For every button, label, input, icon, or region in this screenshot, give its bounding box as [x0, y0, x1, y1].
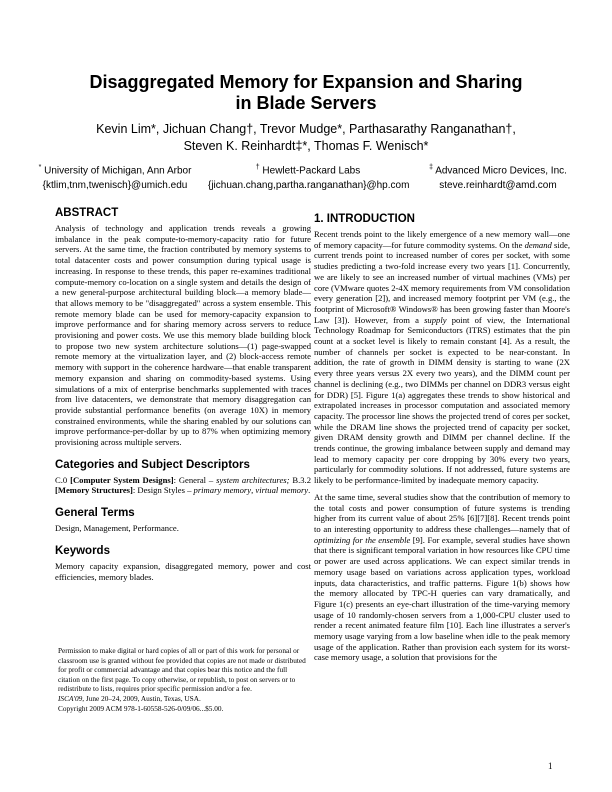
- permission-block: [58, 646, 308, 713]
- category-subject: system architectures;: [216, 474, 290, 485]
- category-code: C.0: [55, 474, 68, 485]
- category-term: [Computer System Designs]: [70, 474, 174, 485]
- paper-title: [40, 72, 572, 114]
- category-end: .: [308, 485, 311, 496]
- affiliation-email: {jichuan.chang,partha.ranganathan}@hp.com: [208, 180, 410, 192]
- abstract-text: Analysis of technology and application trends reveals a growing imbalance in the peak compute-to-memory-capacity ratio for future servers. At the same time, the fraction contributed by memory systems to total datacenter costs and power consumption during typical usage is increasing. In response to these trends, this paper re-examines traditional compute-memory co-location on a single system and details the design of a new general-purpose architectural building block—a memory blade—that allows memory to be "disaggregated" across a system ensemble. This remote memory blade can be used for memory-capacity expansion to improve performance and for sharing memory across servers to reduce provisioning and power costs. We use this memory blade building block to propose two new system architecture solutions—(1) page-swapped remote memory at the virtualization layer, and (2) block-access remote memory with support in the coherence hardware—that enable transparent memory expansion and sharing on commodity-based systems. Using simulations of a mix of enterprise benchmarks supplemented with traces from live datacenters, we demonstrate that memory disaggregation can provide substantial performance benefits (on average 10X) in memory constrained environments, while the sharing enabled by our solutions can improve performance-per-dollar by up to 87% when optimizing memory provisioning across multiple servers.: [55, 223, 311, 448]
- category-code: B.3.2: [292, 474, 311, 485]
- venue-line: [58, 694, 308, 704]
- keywords-heading: Keywords: [55, 544, 110, 557]
- venue-name: ISCA'09: [58, 693, 83, 703]
- affiliation-name: University of Michigan, Ann Arbor: [44, 165, 192, 177]
- introduction-heading: 1. INTRODUCTION: [314, 213, 415, 225]
- category-subject: virtual memory: [255, 485, 309, 496]
- affiliation-hp: [208, 160, 408, 193]
- title-line-2: in Blade Servers: [235, 93, 377, 113]
- categories-text: [55, 475, 311, 496]
- affiliation-mark: ‡: [429, 164, 433, 171]
- left-column: [55, 206, 311, 588]
- affiliation-email: steve.reinhardt@amd.com: [439, 180, 557, 192]
- right-column: [314, 212, 570, 669]
- venue-details: , June 20–24, 2009, Austin, Texas, USA.: [82, 693, 201, 703]
- permission-text: Permission to make digital or hard copies of all or part of this work for personal or classroom use is granted without fee provided that copies are not made or distributed for profit or commercial advantage and that copies bear this notice and the full citation on the first page. To copy otherwise, or republish, to post on servers or to redistribute to lists, requires prior specific permission and/or a fee.: [58, 646, 306, 694]
- affiliation-name: Hewlett-Packard Labs: [262, 165, 361, 177]
- affiliation-mark: †: [255, 164, 260, 171]
- affiliation-amd: [418, 160, 578, 193]
- category-term: [Memory Structures]: [55, 485, 133, 496]
- categories-heading: Categories and Subject Descriptors: [55, 458, 250, 471]
- title-line-1: Disaggregated Memory for Expansion and Sharing: [89, 72, 523, 92]
- category-desc: : General –: [173, 474, 214, 485]
- general-terms-heading: General Terms: [55, 507, 135, 520]
- affiliation-mark: *: [38, 164, 42, 171]
- keywords-text: Memory capacity expansion, disaggregated memory, power and cost efficiencies, memory blades.: [55, 560, 311, 582]
- affiliation-umich: [26, 160, 204, 193]
- page-number: 1: [548, 761, 553, 771]
- category-separator: ,: [251, 485, 254, 496]
- abstract-heading: ABSTRACT: [55, 207, 119, 219]
- general-terms-text: Design, Management, Performance.: [55, 523, 179, 534]
- category-desc: : Design Styles –: [132, 485, 192, 496]
- authors-line-1: Kevin Lim*, Jichuan Chang†, Trevor Mudge*, Parthasarathy Ranganathan†,: [96, 122, 516, 136]
- affiliation-email: {ktlim,tnm,twenisch}@umich.edu: [42, 180, 188, 192]
- intro-paragraph-1: Recent trends point to the likely emergence of a new memory wall—one of memory capacity—for future commodity systems. On the demand side, current trends point to increased number of cores per socket, with some studies predicting a two-fold increase every two years [1]. Concurrently, we are likely to see an increased number of virtual machines (VMs) per core (VMware quotes 2-4X memory requirements from VM consolidation every generation [2]), and increased memory footprint per VM (e.g., the footprint of Microsoft® Windows® has been growing faster than Moore's Law [3]). However, from a supply point of view, the International Technology Roadmap for Semiconductors (ITRS) estimates that the pin count at a socket level is likely to remain constant [4]. As a result, the number of channels per socket is expected to be near-constant. In addition, the rate of growth in DIMM density is starting to wane (2X every three years versus 2X every two years), and the DIMM count per channel is declining (e.g., two DIMMs per channel on DDR3 versus eight for DDR) [5]. Figure 1(a) aggregates these trends to show historical and extrapolated increases in processor computation and associated memory capacity. The processor line shows the projected trend of cores per socket, while the DRAM line shows the projected trend of capacity per socket, given DRAM density growth and DIMM per channel decline. If the trends continue, the growing imbalance between supply and demand may lead to memory capacity per core dropping by 30% every two years, particularly for commodity solutions. If not addressed, future systems are likely to be performance-limited by inadequate memory capacity.: [314, 229, 570, 486]
- author-list: [40, 121, 572, 155]
- affiliation-name: Advanced Micro Devices, Inc.: [435, 165, 567, 177]
- intro-paragraph-2: At the same time, several studies show that the contribution of memory to the total costs and power consumption of future systems is trending higher from its current value of about 25% [6][7][8]. Recent trends point to an interesting opportunity to address these challenges—namely that of optimizing for the ensemble [9]. For example, several studies have shown that there is significant temporal variation in how resources like CPU time or power are used across applications. We can expect similar trends in memory usage based on variations across application types, workload inputs, data characteristics, and traffic patterns. Figure 1(b) shows how the memory allocated by TPC-H queries can vary dramatically, and Figure 1(c) presents an eye-chart illustration of the time-varying memory usage of 10 randomly-chosen servers from a 1,000-CPU cluster used to render a recent animated feature film [10]. Each line illustrates a server's memory usage varying from a low baseline when idle to the peak memory usage of the application. Rather than provision each system for its worst-case memory usage, a solution that provisions for the: [314, 491, 570, 663]
- copyright-line: Copyright 2009 ACM 978-1-60558-526-0/09/06...$5.00.: [58, 703, 224, 713]
- category-subject: primary memory: [193, 485, 252, 496]
- authors-line-2: Steven K. Reinhardt‡*, Thomas F. Wenisch*: [183, 139, 429, 153]
